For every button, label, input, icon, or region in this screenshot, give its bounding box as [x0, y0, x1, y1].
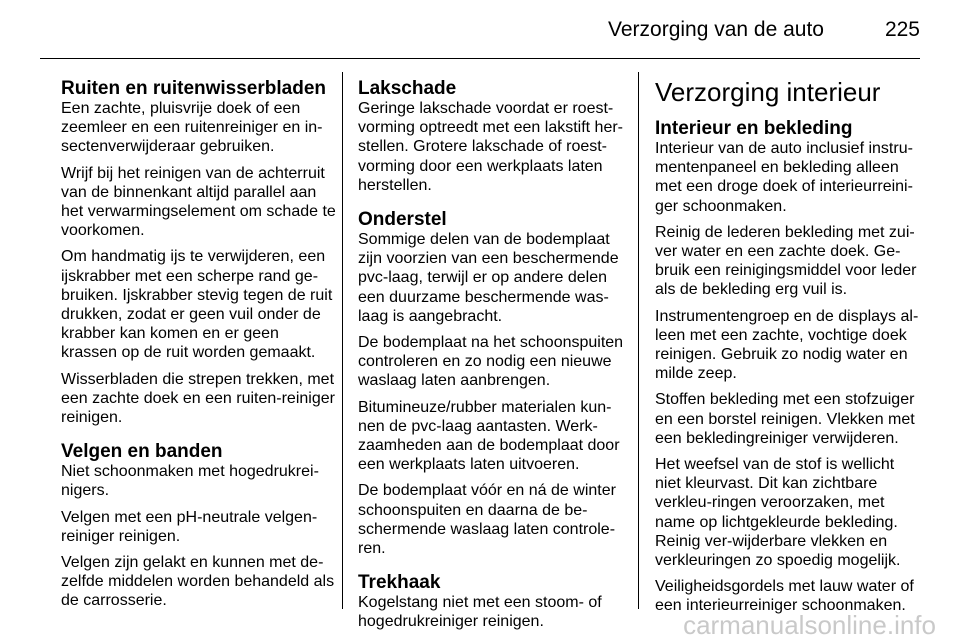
paragraph: Interieur van de auto inclusief instru-mentenpaneel en bekleding alleen met een droge doek of interieurreini-ger schoonmaken. [655, 140, 913, 215]
column-divider-2 [638, 72, 639, 609]
paragraph: Bitumineuze/rubber materialen kun-nen de pvc-laag aantasten. Werk-zaamheden aan de bodemplaat door een werkplaats laten uitvoeren. [358, 398, 620, 474]
paragraph: Veiligheidsgordels met lauw water of een interieurreiniger schoonmaken. [655, 578, 914, 615]
paragraph: Stoffen bekleding met een stofzuiger en een borstel reinigen. Vlekken met een bekledingreiniger verwijderen. [655, 391, 915, 447]
section-title-onderstel: Onderstel [358, 209, 447, 231]
paragraph: Wisserbladen die strepen trekken, met een zachte doek en een ruiten-reiniger reinigen. [61, 370, 335, 427]
paragraph: Velgen met een pH-neutrale velgen-reiniger reinigen. [61, 508, 318, 545]
section-title-lakschade: Lakschade [358, 78, 457, 99]
paragraph: De bodemplaat vóór en ná de winter schoonspuiten en daarna de be-schermende waslaag laten controle-ren. [358, 482, 616, 558]
paragraph: Het weefsel van de stof is wellicht niet kleurvast. Dit kan zichtbare verkleu-ringen veroorzaken, met name op lichtgekleurde bekleding. Reinig ver-wijderbare vlekken en verkleuringen zo spoedig mogelijk. [655, 456, 901, 570]
column-divider-1 [342, 72, 343, 609]
paragraph: Niet schoonmaken met hogedrukrei-nigers. [61, 463, 319, 500]
section-title-trekhaak: Trekhaak [358, 572, 441, 594]
paragraph: Kogelstang niet met een stoom- of hogedrukreiniger reinigen. [358, 594, 602, 631]
watermark: carmanualsonline.info [683, 610, 936, 640]
paragraph: Sommige delen van de bodemplaat zijn voorzien van een beschermende pvc-laag, terwijl er op andere delen een duurzame beschermende was-laag is aangebracht. [358, 231, 619, 325]
section-title-velgen: Velgen en banden [61, 441, 223, 463]
column-3 [655, 78, 923, 623]
column-2 [358, 78, 626, 639]
section-title-ruiten: Ruiten en ruitenwisserbladen [61, 78, 326, 99]
paragraph: Om handmatig ijs te verwijderen, een ijskrabber met een scherpe rand ge-bruiken. Ijskrabber stevig tegen de ruit drukken, zodat er geen vuil onder de krabber kan komen en er geen krassen op de ruit worden gemaakt. [61, 248, 333, 362]
paragraph: Instrumentengroep en de displays al-leen met een zachte, vochtige doek reinigen. Gebruik zo nodig water en milde zeep. [655, 307, 919, 383]
page-number: 225 [884, 18, 920, 41]
paragraph: Een zachte, pluisvrije doek of een zeemleer en een ruitenreiniger en in-sectenverwijderaar gebruiken. [61, 100, 323, 156]
paragraph: De bodemplaat na het schoonspuiten controleren en zo nodig een nieuwe waslaag laten aanbrengen. [358, 334, 624, 390]
paragraph: Reinig de lederen bekleding met zui-ver water en een zachte doek. Ge-bruik een reinigingsmiddel voor leder als de bekleding erg vuil is. [655, 223, 917, 299]
column-1 [61, 78, 337, 618]
header-title: Verzorging van de auto [608, 18, 824, 41]
paragraph: Wrijf bij het reinigen van de achterruit van de binnenkant altijd parallel aan het verwarmingselement om schade te voorkomen. [61, 164, 336, 240]
section-title-interieur: Interieur en bekleding [655, 118, 853, 139]
header-rule [40, 58, 920, 59]
page-header [40, 0, 920, 60]
paragraph: Velgen zijn gelakt en kunnen met de-zelfde middelen worden behandeld als de carrosserie. [61, 554, 335, 610]
chapter-title: Verzorging interieur [655, 77, 881, 107]
paragraph: Geringe lakschade voordat er roest-vorming optreedt met een lakstift her-stellen. Grotere lakschade of roest-vorming door een werkplaats laten herstellen. [358, 100, 624, 194]
